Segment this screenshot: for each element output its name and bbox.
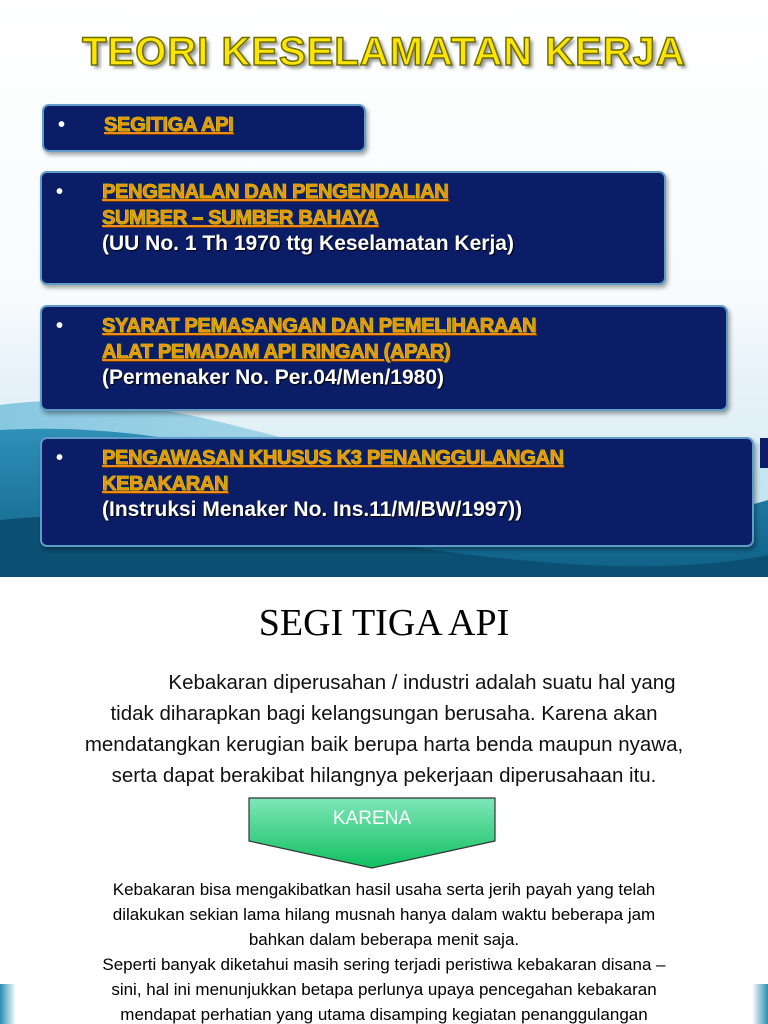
slide-segi-tiga-api [0,577,768,1024]
body-line: mendapat perhatian yang utama disamping kegiatan penanggulangan [120,1005,648,1024]
bullet-heading-line-2[interactable]: KEBAKARAN [102,473,229,495]
bullet-reference: (UU No. 1 Th 1970 ttg Keselamatan Kerja) [102,232,514,255]
bullet-box-pengawasan-k3-kebakaran[interactable] [40,437,754,547]
corner-decoration-right [752,984,768,1024]
bullet-heading-line-1[interactable]: PENGENALAN DAN PENGENDALIAN [102,181,449,203]
body-text [0,877,768,1024]
body-line: sini, hal ini menunjukkan betapa perlunya upaya pencegahan kebakaran [111,980,657,999]
paragraph-line: Kebakaran diperusahan / industri adalah suatu hal yang [168,671,676,694]
paragraph-line: serta dapat berakibat hilangnya pekerjaan diperusahaan itu. [111,764,657,787]
bullet-reference: (Permenaker No. Per.04/Men/1980) [102,366,445,389]
corner-decoration-left [0,984,16,1024]
slide-title: SEGI TIGA API [258,602,510,644]
intro-paragraph [0,667,768,791]
bullet-box-pengenalan-sumber-bahaya[interactable] [40,171,666,285]
bullet-icon: • [58,114,66,136]
edge-decoration [760,438,768,468]
bullet-icon: • [56,315,64,337]
bullet-heading[interactable]: SEGITIGA API [104,114,234,136]
bullet-heading-line-2[interactable]: SUMBER – SUMBER BAHAYA [102,207,379,229]
bullet-heading-line-2[interactable]: ALAT PEMADAM API RINGAN (APAR) [102,341,451,363]
bullet-heading-line-1[interactable]: PENGAWASAN KHUSUS K3 PENANGGULANGAN [102,447,564,469]
body-line: dilakukan sekian lama hilang musnah hanya dalam waktu beberapa jam [112,905,656,924]
bullet-icon: • [56,181,64,203]
bullet-box-segitiga-api[interactable] [42,104,366,152]
paragraph-line: tidak diharapkan bagi kelangsungan berusaha. Karena akan [110,702,658,725]
bullet-heading-line-1[interactable]: SYARAT PEMASANGAN DAN PEMELIHARAAN [102,315,537,337]
bullet-box-syarat-apar[interactable] [40,305,728,411]
body-line: Kebakaran bisa mengakibatkan hasil usaha serta jerih payah yang telah [112,880,656,899]
arrow-label: KARENA [332,808,412,829]
slide-title: TEORI KESELAMATAN KERJA [82,30,686,74]
body-line: bahkan dalam beberapa menit saja. [248,930,520,949]
body-line: Seperti banyak diketahui masih sering terjadi peristiwa kebakaran disana – [102,955,666,974]
paragraph-line: mendatangkan kerugian baik berupa harta benda maupun nyawa, [84,733,684,756]
bullet-icon: • [56,447,64,469]
bullet-reference: (Instruksi Menaker No. Ins.11/M/BW/1997)) [102,498,523,521]
